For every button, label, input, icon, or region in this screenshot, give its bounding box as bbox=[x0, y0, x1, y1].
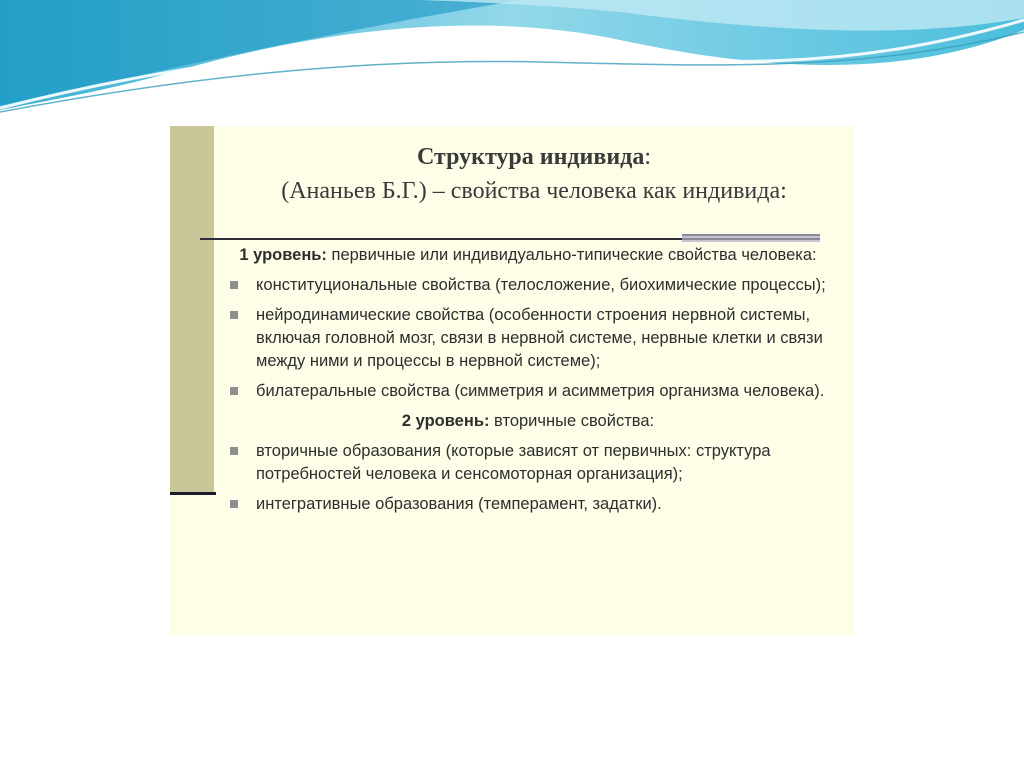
square-bullet-icon bbox=[230, 387, 238, 395]
side-accent-line bbox=[170, 492, 216, 495]
square-bullet-icon bbox=[230, 500, 238, 508]
square-bullet-icon bbox=[230, 311, 238, 319]
header-wave-decoration bbox=[0, 0, 1024, 120]
title-block bbox=[214, 140, 854, 208]
level-1-heading: 1 уровень: первичные или индивидуально-типические свойства человека: bbox=[239, 246, 817, 264]
square-bullet-icon bbox=[230, 447, 238, 455]
side-accent-bar bbox=[170, 126, 214, 492]
slide-panel bbox=[170, 126, 854, 636]
list-item: нейродинамические свойства (особенности строения нервной системы, включая головной мозг, связи в нервной системе, нервные клетки и связи между ними и процессы в нервной системе); bbox=[228, 304, 828, 373]
list-item: вторичные образования (которые зависят от первичных: структура потребностей человека и сенсомоторная организация); bbox=[228, 440, 828, 486]
slide-subtitle: (Ананьев Б.Г.) – свойства человека как индивида: bbox=[281, 178, 787, 204]
level-2-heading: 2 уровень: вторичные свойства: bbox=[401, 412, 655, 430]
slide-title: Структура индивида: bbox=[416, 144, 651, 170]
list-item: интегративные образования (темперамент, задатки). bbox=[228, 493, 828, 516]
divider-accent bbox=[682, 234, 820, 242]
list-item: конституциональные свойства (телосложение, биохимические процессы); bbox=[228, 274, 828, 297]
slide-content bbox=[228, 244, 828, 523]
list-item: билатеральные свойства (симметрия и асимметрия организма человека). bbox=[228, 380, 828, 403]
square-bullet-icon bbox=[230, 281, 238, 289]
